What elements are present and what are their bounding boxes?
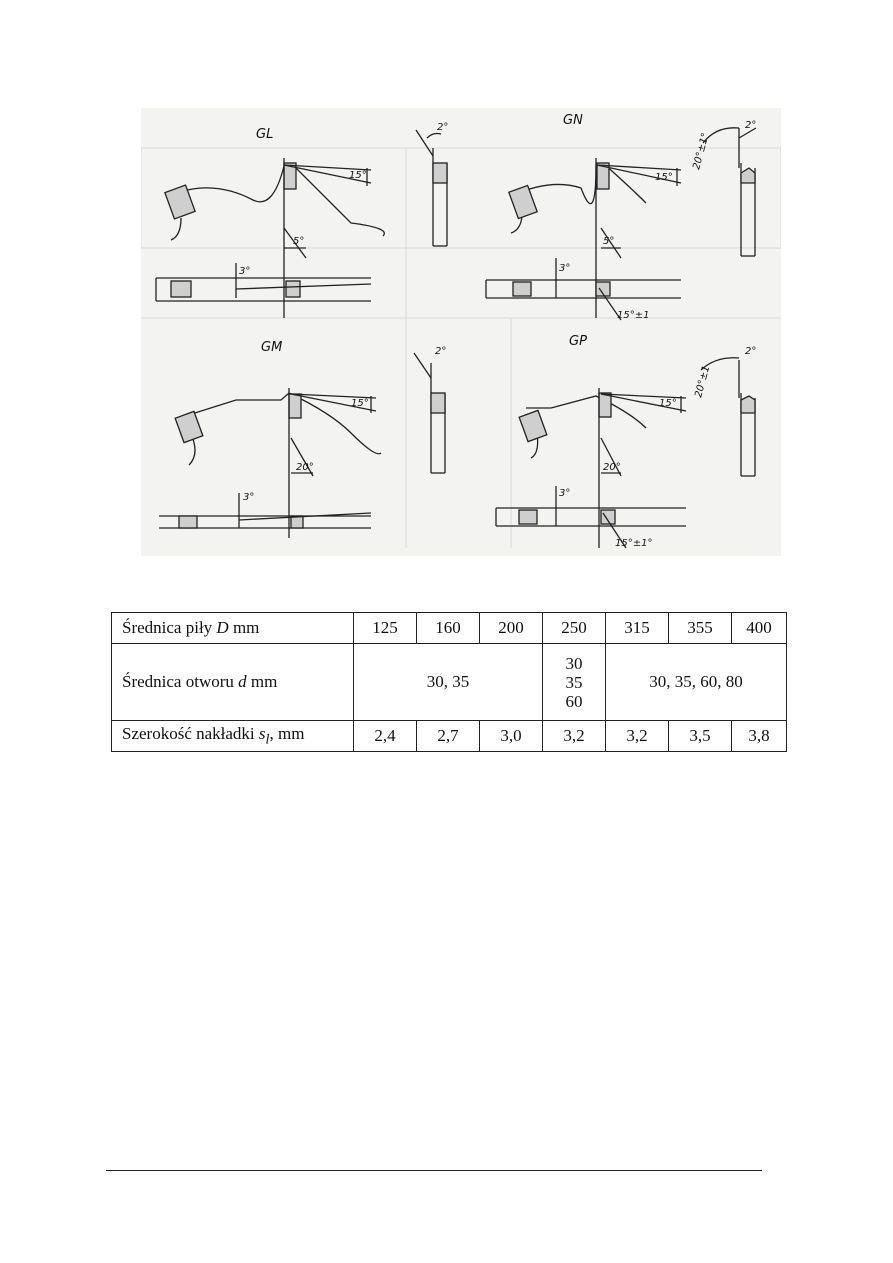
footer-rule [106, 1170, 762, 1171]
table-cell: 2,7 [417, 721, 480, 752]
gl-face-angle: 15° [349, 170, 367, 181]
table-cell: 30, 35, 60, 80 [606, 644, 787, 721]
panel-label-gp: GP [569, 334, 587, 349]
gl-side-angle: 3° [239, 266, 251, 277]
table-cell: 30, 35 [354, 644, 543, 721]
table-cell: 250 [543, 613, 606, 644]
table-cell: 400 [732, 613, 787, 644]
table-cell: 200 [480, 613, 543, 644]
gn-tooth-bevel: 15°±1 [617, 310, 650, 321]
gm-top-angle: 2° [435, 346, 447, 357]
table-row [112, 644, 787, 721]
panel-label-gm: GM [261, 340, 283, 355]
gn-side-angle: 3° [559, 263, 571, 274]
panel-gp [496, 358, 755, 548]
saw-tooth-diagrams [141, 108, 781, 556]
panel-gm [159, 353, 445, 538]
gp-side-angle: 3° [559, 488, 571, 499]
saw-spec-table [111, 612, 787, 752]
panel-gl [156, 130, 447, 318]
table-cell: 2,4 [354, 721, 417, 752]
gn-clearance-angle: 5° [603, 236, 615, 247]
panel-label-gn: GN [563, 113, 583, 128]
row-label-diameter: Średnica piły D mm [112, 613, 354, 644]
table-cell: 315 [606, 613, 669, 644]
gm-face-angle: 15° [351, 398, 369, 409]
table-cell: 3,5 [669, 721, 732, 752]
table-row [112, 613, 787, 644]
table-cell: 125 [354, 613, 417, 644]
table-row [112, 721, 787, 752]
row-label-width: Szerokość nakładki $s_l$, mm [112, 721, 354, 752]
panel-label-gl: GL [256, 127, 274, 142]
gp-bevel-angle: 20°±1 [693, 364, 713, 399]
gl-top-angle: 2° [437, 122, 449, 133]
gm-clearance-angle: 20° [296, 462, 314, 473]
table-cell: 3,8 [732, 721, 787, 752]
table-cell: 3,2 [543, 721, 606, 752]
row-label-bore: Średnica otworu d mm [112, 644, 354, 721]
gp-tooth-bevel: 15°±1° [615, 538, 653, 549]
gn-top-angle: 2° [745, 120, 757, 131]
table-cell: 160 [417, 613, 480, 644]
gn-face-angle: 15° [655, 172, 673, 183]
table-cell: 355 [669, 613, 732, 644]
table-cell: 3,0 [480, 721, 543, 752]
gp-face-angle: 15° [659, 398, 677, 409]
gp-top-angle: 2° [745, 346, 757, 357]
table-cell: 30 35 60 [543, 644, 606, 721]
gp-clearance-angle: 20° [603, 462, 621, 473]
table-cell: 3,2 [606, 721, 669, 752]
panel-gn [486, 128, 756, 320]
gn-bevel-angle: 20°±1° [691, 131, 712, 171]
gm-side-angle: 3° [243, 492, 255, 503]
saw-tooth-figure [141, 108, 781, 556]
gl-clearance-angle: 5° [293, 236, 305, 247]
